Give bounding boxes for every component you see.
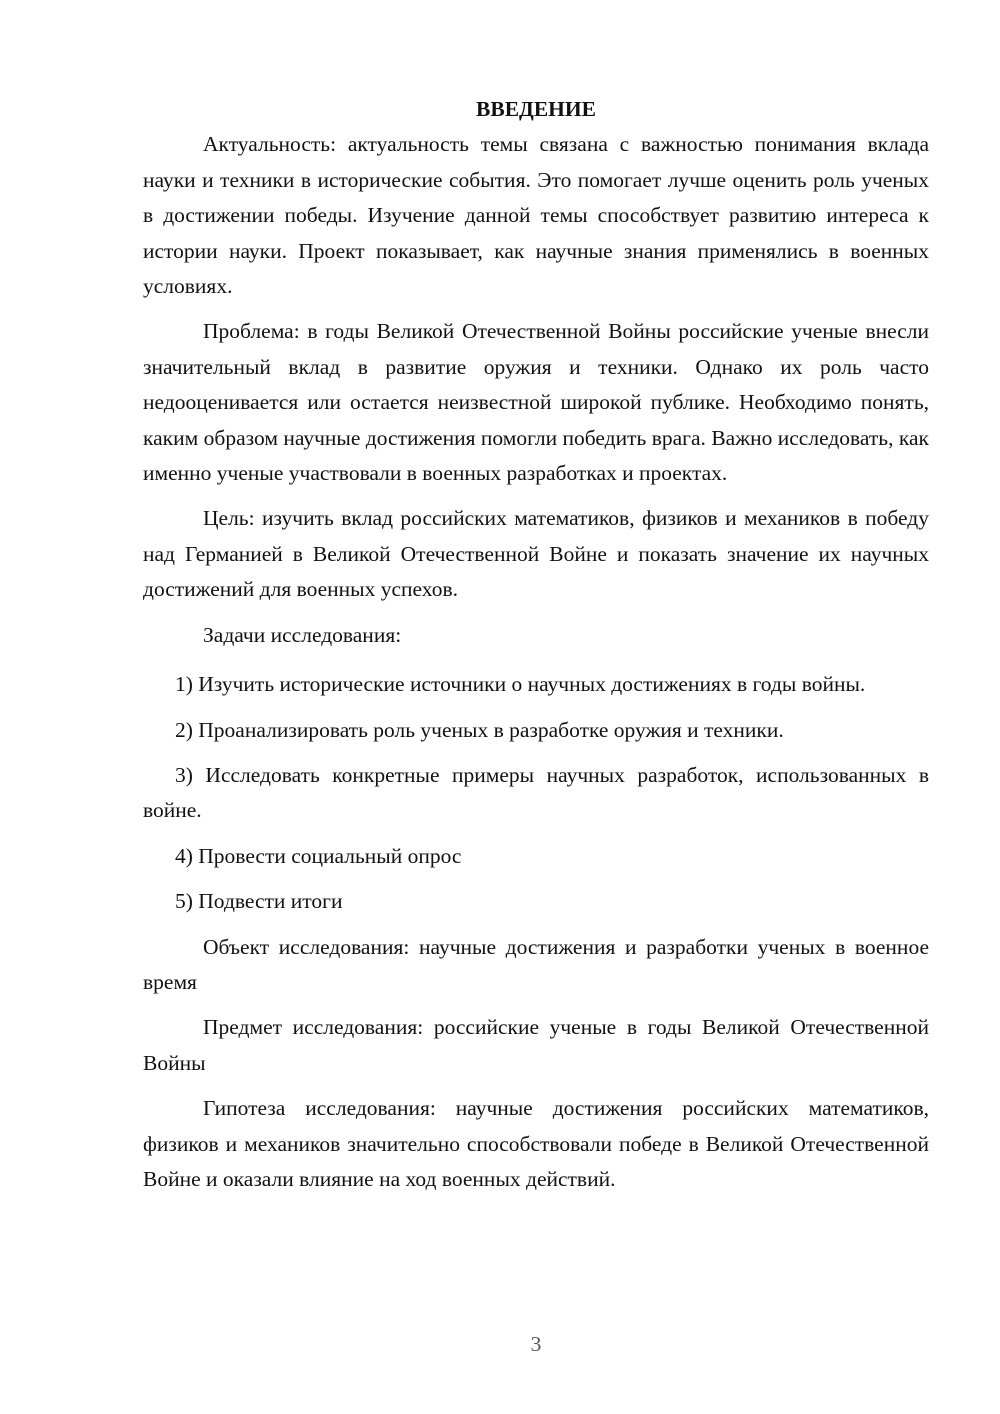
paragraph-subject: Предмет исследования: российские ученые в годы Великой Отечественной Войны (143, 1015, 929, 1075)
list-item-task-1: 1) Изучить исторические источники о научных достижениях в годы войны. (175, 672, 866, 697)
list-item-task-5: 5) Подвести итоги (175, 889, 343, 914)
paragraph-problem: Проблема: в годы Великой Отечественной Войны российские ученые внесли значительный вклад в развитие оружия и техники. Однако их роль часто недооценивается или остается неизвестной широкой публике. Необходимо понять, каким образом научные достижения помогли победить врага. Важно исследовать, как именно ученые участвовали в военных разработках и проектах. (143, 319, 929, 486)
paragraph-object: Объект исследования: научные достижения и разработки ученых в военное время (143, 934, 929, 994)
list-item-task-2: 2) Проанализировать роль ученых в разработке оружия и техники. (175, 717, 784, 742)
list-item-task-4: 4) Провести социальный опрос (175, 843, 462, 868)
document-page (143, 92, 929, 1197)
paragraph-goal: Цель: изучить вклад российских математиков, физиков и механиков в победу над Германией в Великой Отечественной Войне и показать значение их научных достижений для военных успехов. (143, 506, 929, 602)
paragraph-relevance: Актуальность: актуальность темы связана с важностью понимания вклада науки и техники в исторические события. Это помогает лучше оценить роль ученых в достижении победы. Изучение данной темы способствует развитию интереса к истории науки. Проект показывает, как научные знания применялись в военных условиях. (143, 132, 929, 299)
list-item-task-3: 3) Исследовать конкретные примеры научных разработок, использованных в войне. (143, 762, 929, 823)
page-title: ВВЕДЕНИЕ (476, 97, 596, 121)
tasks-heading: Задачи исследования: (203, 622, 402, 647)
page-number: 3 (530, 1332, 542, 1356)
paragraph-hypothesis: Гипотеза исследования: научные достижения российских математиков, физиков и механиков значительно способствовали победе в Великой Отечественной Войне и оказали влияние на ход военных действий. (143, 1096, 929, 1191)
